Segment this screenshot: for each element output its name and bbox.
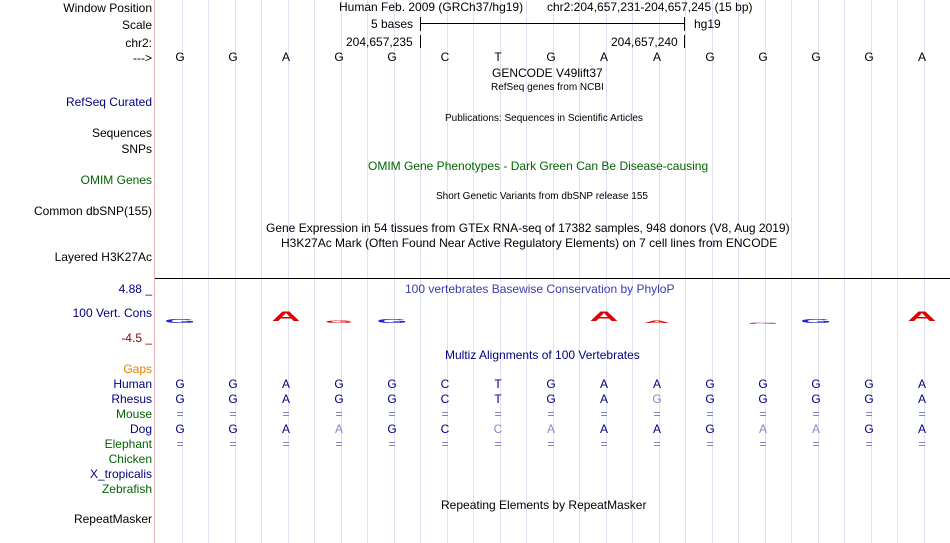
alignment-base: A [811, 422, 820, 436]
base-letter: G [864, 50, 874, 64]
layered-h3k27ac-label[interactable]: Layered H3K27Ac [54, 250, 152, 264]
position-text: chr2:204,657,231-204,657,245 (15 bp) [547, 0, 753, 14]
gtex-title: Gene Expression in 54 tissues from GTEx RNA-seq of 17382 samples, 948 donors (V8, Aug 2019) [266, 221, 790, 235]
snp-title: Short Genetic Variants from dbSNP release 155 [436, 191, 648, 202]
base-letter: C [440, 50, 450, 64]
logo-letter: G [800, 318, 832, 325]
alignment-base: C [493, 422, 503, 436]
alignment-base: = [865, 407, 873, 421]
sequences-label[interactable]: Sequences [91, 126, 152, 140]
logo-letter: G [376, 318, 408, 325]
alignment-base: = [441, 407, 449, 421]
gridline [235, 0, 236, 543]
alignment-base: G [387, 377, 397, 391]
alignment-base: = [441, 437, 449, 451]
alignment-base: = [918, 437, 926, 451]
alignment-base: G [811, 392, 821, 406]
cons-min-label: -4.5 _ [121, 331, 152, 345]
alignment-base: T [494, 377, 502, 391]
scale-bar-left-tick [420, 17, 421, 31]
alignment-base: = [388, 407, 396, 421]
snps-label[interactable]: SNPs [121, 142, 152, 156]
base-letter: A [281, 50, 290, 64]
scale-bar [420, 23, 684, 24]
vert-cons-label[interactable]: 100 Vert. Cons [72, 306, 152, 320]
base-letter: G [175, 50, 185, 64]
alignment-base: A [599, 392, 608, 406]
coord-left-text: 204,657,235 [346, 35, 413, 49]
alignment-base: A [599, 422, 608, 436]
alignment-base: A [281, 422, 290, 436]
gridline [765, 0, 766, 543]
omim-title: OMIM Gene Phenotypes - Dark Green Can Be Disease-causing [368, 159, 709, 173]
alignment-base: = [547, 437, 555, 451]
h3k27ac-title: H3K27Ac Mark (Often Found Near Active Regulatory Elements) on 7 cell lines from ENCODE [281, 236, 778, 250]
alignment-base: G [811, 377, 821, 391]
logo-letter: G [747, 322, 779, 325]
alignment-base: G [387, 392, 397, 406]
alignment-base: A [281, 392, 290, 406]
species-label[interactable]: Dog [129, 422, 152, 436]
alignment-base: = [759, 407, 767, 421]
conservation-logo [155, 298, 950, 334]
logo-letter: G [324, 319, 354, 324]
repeatmasker-label[interactable]: RepeatMasker [73, 512, 152, 526]
base-letter: G [228, 50, 238, 64]
omim-genes-label[interactable]: OMIM Genes [80, 173, 152, 187]
alignment-base: = [176, 437, 184, 451]
species-label[interactable]: Elephant [104, 437, 152, 451]
alignment-base: = [600, 407, 608, 421]
alignment-base: T [494, 392, 502, 406]
phylop-title: 100 vertebrates Basewise Conservation by PhyloP [405, 282, 675, 296]
alignment-base: G [387, 422, 397, 436]
gridline [208, 0, 209, 543]
alignment-base: G [228, 377, 238, 391]
alignment-base: = [706, 437, 714, 451]
alignment-base: G [334, 377, 344, 391]
gaps-label[interactable]: Gaps [123, 362, 152, 376]
alignment-base: G [864, 377, 874, 391]
coord-right-tick [684, 35, 685, 48]
alignment-base: G [334, 392, 344, 406]
base-letter: G [705, 50, 715, 64]
species-label[interactable]: Mouse [115, 407, 152, 421]
alignment-base: = [229, 437, 237, 451]
alignment-base: A [652, 422, 661, 436]
alignment-base: = [494, 437, 502, 451]
refseq-subtitle: RefSeq genes from NCBI [491, 82, 604, 93]
alignment-base: G [175, 422, 185, 436]
base-letter: G [758, 50, 768, 64]
alignment-base: G [175, 377, 185, 391]
alignment-base: = [282, 407, 290, 421]
gridline [420, 0, 421, 543]
coord-right-text: 204,657,240 [611, 35, 678, 49]
gridline [447, 0, 448, 543]
gridline [606, 0, 607, 543]
base-letter: A [652, 50, 661, 64]
base-letter: A [917, 50, 926, 64]
gridline [394, 0, 395, 543]
alignment-base: = [547, 407, 555, 421]
chr-label: chr2: [125, 36, 152, 50]
gridline [897, 0, 898, 543]
alignment-base: = [865, 437, 873, 451]
alignment-base: = [653, 407, 661, 421]
alignment-base: A [652, 377, 661, 391]
base-letter: G [546, 50, 556, 64]
gridline [685, 0, 686, 543]
gencode-title[interactable]: GENCODE V49lift37 [492, 66, 603, 80]
gridline [182, 0, 183, 543]
gridline [314, 0, 315, 543]
logo-letter: A [589, 308, 619, 325]
refseq-curated-label[interactable]: RefSeq Curated [65, 95, 152, 109]
alignment-base: = [388, 437, 396, 451]
multiz-title: Multiz Alignments of 100 Vertebrates [445, 348, 640, 362]
repeatmasker-title: Repeating Elements by RepeatMasker [441, 498, 647, 512]
gridline [791, 0, 792, 543]
alignment-base: A [917, 422, 926, 436]
base-letter: T [494, 50, 502, 64]
gridline [341, 0, 342, 543]
alignment-base: G [175, 392, 185, 406]
alignment-base: G [546, 377, 556, 391]
alignment-base: = [176, 407, 184, 421]
track-divider [155, 278, 950, 279]
common-dbsnp-label[interactable]: Common dbSNP(155) [33, 204, 152, 218]
alignment-base: = [812, 437, 820, 451]
alignment-base: = [706, 407, 714, 421]
strand-label[interactable]: ---> [133, 51, 152, 65]
alignment-base: = [759, 437, 767, 451]
alignment-base: = [812, 407, 820, 421]
alignment-base: = [600, 437, 608, 451]
gridline [738, 0, 739, 543]
alignment-base: G [652, 392, 662, 406]
gridline [818, 0, 819, 543]
gridline [712, 0, 713, 543]
base-letter: G [811, 50, 821, 64]
alignment-base: = [282, 437, 290, 451]
alignment-base: G [705, 422, 715, 436]
logo-letter: A [643, 319, 671, 324]
alignment-base: A [334, 422, 343, 436]
alignment-base: G [705, 377, 715, 391]
alignment-base: C [440, 377, 450, 391]
base-letter: G [334, 50, 344, 64]
gridline [871, 0, 872, 543]
alignment-base: A [546, 422, 555, 436]
scale-label: Scale [121, 18, 152, 32]
gridline [367, 0, 368, 543]
gridline [844, 0, 845, 543]
alignment-base: G [546, 392, 556, 406]
species-label[interactable]: Rhesus [111, 392, 152, 406]
scale-db-text: hg19 [694, 17, 721, 31]
scale-bases-text: 5 bases [371, 17, 414, 31]
base-letter: A [599, 50, 608, 64]
logo-letter: A [907, 308, 937, 325]
alignment-base: G [705, 392, 715, 406]
cons-max-label: 4.88 _ [118, 282, 152, 296]
coord-left-tick [420, 35, 421, 48]
alignment-base: A [599, 377, 608, 391]
alignment-base: C [440, 392, 450, 406]
base-letter: G [387, 50, 397, 64]
alignment-base: = [335, 407, 343, 421]
window-position-label: Window Position [63, 1, 152, 15]
alignment-base: = [653, 437, 661, 451]
alignment-base: A [917, 392, 926, 406]
alignment-base: G [758, 392, 768, 406]
alignment-base: C [440, 422, 450, 436]
alignment-base: G [228, 392, 238, 406]
alignment-base: G [864, 392, 874, 406]
gridline [924, 0, 925, 543]
gridline [632, 0, 633, 543]
label-separator [154, 0, 155, 543]
alignment-base: G [228, 422, 238, 436]
gridline [288, 0, 289, 543]
species-label[interactable]: Zebrafish [101, 482, 152, 496]
alignment-base: A [917, 377, 926, 391]
alignment-base: G [864, 422, 874, 436]
alignment-base: G [758, 377, 768, 391]
alignment-base: = [229, 407, 237, 421]
species-label[interactable]: Human [113, 377, 152, 391]
alignment-base: = [494, 407, 502, 421]
assembly-text: Human Feb. 2009 (GRCh37/hg19) [339, 0, 524, 14]
gridline [659, 0, 660, 543]
alignment-base: = [335, 437, 343, 451]
gridline [473, 0, 474, 543]
alignment-base: A [758, 422, 767, 436]
alignment-base: = [918, 407, 926, 421]
logo-letter: G [164, 318, 196, 325]
species-label[interactable]: Chicken [108, 452, 152, 466]
gridline [261, 0, 262, 543]
species-label[interactable]: X_tropicalis [89, 467, 152, 481]
scale-bar-right-tick [684, 17, 685, 31]
publications-title: Publications: Sequences in Scientific Articles [445, 113, 643, 124]
alignment-base: A [281, 377, 290, 391]
logo-letter: A [271, 308, 301, 325]
